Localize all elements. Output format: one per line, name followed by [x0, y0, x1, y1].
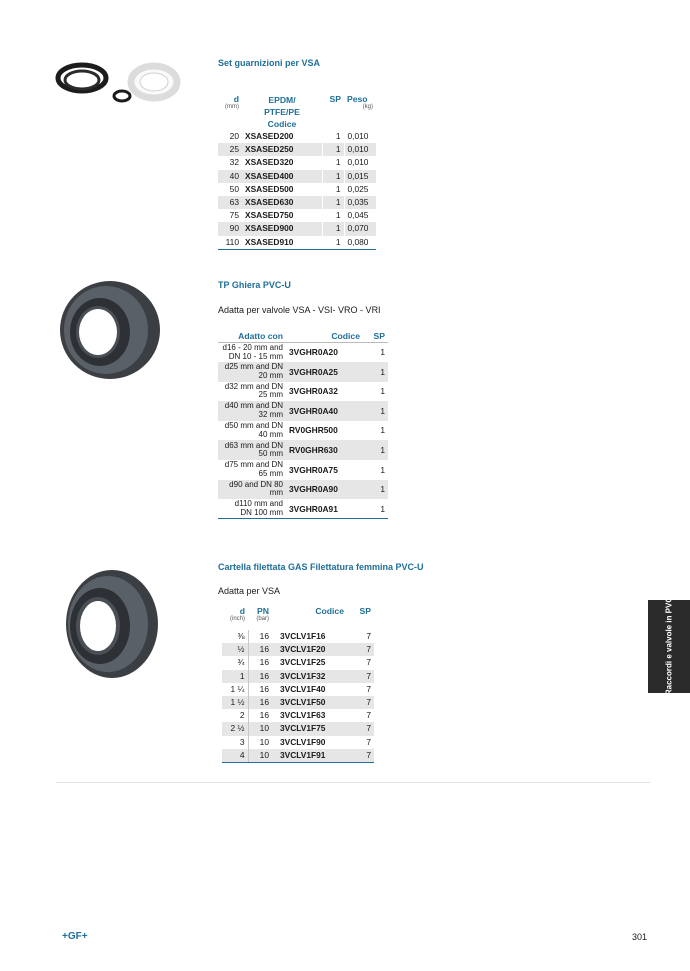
table-cell: 3VCLV1F20 [272, 643, 352, 656]
table-cell: 0,015 [344, 170, 376, 183]
table-cell: 3VGHR0A25 [286, 362, 366, 382]
table-cell: 1 [366, 401, 388, 421]
chapter-side-tab [648, 596, 690, 696]
table-cell: 3VCLV1F90 [280, 736, 326, 747]
table-cell: 10 [248, 722, 272, 735]
table-cell: XSASED630 [242, 196, 322, 209]
table-cell: 1 [322, 222, 344, 235]
table-cell: 16 [248, 683, 272, 696]
table-cell: d32 mm and DN 25 mm [224, 381, 283, 400]
table-cell: 7 [366, 631, 371, 641]
table-cell: d25 mm and DN 20 mm [218, 362, 286, 382]
table-row [218, 362, 388, 382]
table-cell: 20 [229, 131, 239, 141]
table-header [218, 94, 376, 130]
table-cell: 75 [229, 210, 239, 221]
table-cell: 1 [322, 236, 344, 250]
table-cell: RV0GHR500 [289, 425, 338, 436]
col-header-sp: SP [359, 606, 371, 616]
table-cell: d40 mm and DN 32 mm [218, 401, 286, 421]
table-cell: 7 [352, 749, 374, 763]
table-cell: 7 [366, 710, 371, 721]
table-cell: 3VCLV1F75 [272, 722, 352, 735]
table-cell: XSASED900 [242, 222, 322, 235]
table-cell: 1 ½ [222, 696, 248, 709]
table-cell: 7 [352, 722, 374, 735]
table-cell: 1 [322, 170, 344, 183]
table-row [218, 343, 388, 363]
table-cell: XSASED200 [245, 131, 294, 141]
table-row [218, 480, 388, 500]
table-cell: 50 [229, 183, 239, 194]
table-cell: d63 mm and DN 50 mm [218, 440, 286, 460]
table-cell: 16 [248, 709, 272, 722]
section-title-gasket-set: Set guarnizioni per VSA [218, 58, 321, 68]
table-cell: 0,045 [344, 209, 376, 222]
table-row [218, 421, 388, 441]
table-cell: 1 [322, 130, 344, 143]
brand-logo: +GF+ [62, 931, 88, 942]
table-cell: 16 [248, 696, 272, 709]
col-header-d: d (inch) [229, 606, 245, 622]
table-cell: d16 - 20 mm and DN 10 - 15 mm [222, 342, 283, 361]
table-cell: 0,010 [344, 130, 376, 143]
table-cell: 7 [352, 670, 374, 683]
gasket-set-table [218, 94, 376, 250]
table-row [218, 499, 388, 519]
table-row [218, 460, 388, 480]
table-cell: 2 ½ [222, 722, 248, 735]
table-row [218, 130, 376, 143]
table-cell: 0,025 [344, 183, 376, 196]
table-cell: 1 [366, 440, 388, 460]
table-cell: 63 [218, 196, 242, 209]
table-cell: 0,010 [344, 143, 376, 156]
section-divider [56, 782, 650, 783]
table-row [218, 236, 376, 250]
table-cell: 32 [229, 157, 239, 168]
table-cell: 3VCLV1F16 [280, 631, 326, 641]
table-cell: ⅜ [237, 631, 245, 641]
table-cell: 7 [366, 683, 371, 694]
threaded-end-table [222, 606, 374, 763]
table-row [218, 143, 376, 156]
section-title-union-nut: TP Ghiera PVC-U [218, 280, 291, 290]
table-row [222, 670, 374, 683]
table-cell: 3VGHR0A20 [289, 347, 338, 358]
table-row [222, 683, 374, 696]
col-header-sp: SP [366, 330, 388, 343]
table-cell: 3VCLV1F32 [272, 670, 352, 683]
col-header-pn: PN (bar) [256, 606, 269, 622]
table-cell: XSASED250 [242, 143, 322, 156]
table-cell: 1 ¼ [230, 683, 245, 694]
table-row [218, 222, 376, 235]
table-cell: 3VGHR0A91 [286, 499, 366, 519]
col-header-code: EPDM/ PTFE/PE Codice [264, 95, 300, 129]
table-row [222, 709, 374, 722]
table-row [218, 382, 388, 402]
table-cell: 7 [366, 657, 371, 668]
table-cell: 1 [366, 499, 388, 519]
table-cell: 4 [222, 749, 248, 763]
table-cell: 1 [380, 347, 385, 358]
table-row [222, 696, 374, 709]
table-cell: XSASED500 [245, 183, 294, 194]
col-header-d: d (mm) [225, 94, 239, 110]
section-subtitle-threaded-end: Adatta per VSA [218, 586, 281, 596]
table-cell: 1 [222, 670, 248, 683]
table-header [218, 330, 388, 343]
table-row [218, 440, 388, 460]
table-cell: 3VCLV1F91 [272, 749, 352, 763]
table-cell: 0,035 [344, 196, 376, 209]
table-cell: 16 [248, 656, 272, 669]
col-header-code: Codice [286, 330, 366, 343]
table-row [222, 722, 374, 735]
gasket-set-image [52, 58, 184, 110]
table-cell: XSASED750 [245, 210, 294, 221]
col-header-sp: SP [329, 94, 341, 104]
table-cell: XSASED910 [242, 236, 322, 250]
section-subtitle-union-nut: Adatta per valvole VSA - VSI- VRO - VRI [218, 305, 381, 315]
table-cell: XSASED320 [245, 157, 294, 168]
table-cell: 1 [380, 464, 385, 475]
col-header-code: Codice [315, 606, 344, 616]
table-cell: 10 [248, 736, 272, 749]
table-row [218, 156, 376, 169]
table-cell: d90 and DN 80 mm [218, 480, 286, 500]
threaded-end-image [56, 566, 162, 682]
table-row [218, 401, 388, 421]
table-cell: 16 [248, 630, 272, 643]
table-row [222, 643, 374, 656]
table-cell: 16 [248, 643, 272, 656]
table-cell: 1 [322, 183, 344, 196]
table-header [222, 606, 374, 630]
table-row [218, 183, 376, 196]
table-cell: 1 [380, 425, 385, 436]
table-row [222, 630, 374, 643]
table-cell: ½ [222, 643, 248, 656]
table-cell: 3VCLV1F50 [272, 696, 352, 709]
col-header-adapted: Adatto con [218, 330, 286, 343]
table-cell: 0,080 [344, 236, 376, 250]
table-cell: 0,070 [344, 222, 376, 235]
table-cell: 3VCLV1F25 [280, 657, 326, 668]
table-cell: 1 [366, 480, 388, 500]
table-cell: 1 [380, 386, 385, 397]
table-cell: 3VGHR0A40 [286, 401, 366, 421]
table-cell: 3VGHR0A75 [289, 464, 338, 475]
table-row [222, 656, 374, 669]
table-cell: XSASED400 [242, 170, 322, 183]
table-cell: 1 [366, 362, 388, 382]
table-cell: 2 [239, 710, 245, 721]
page-number: 301 [632, 932, 648, 942]
table-cell: 3VGHR0A90 [286, 480, 366, 500]
table-cell: 0,010 [344, 156, 376, 169]
union-nut-table [218, 330, 388, 519]
table-cell: 90 [218, 222, 242, 235]
table-cell: 3VCLV1F63 [280, 710, 326, 721]
table-cell: 3VCLV1F40 [280, 683, 326, 694]
col-header-weight: Peso (kg) [347, 94, 373, 110]
table-cell: 7 [366, 736, 371, 747]
table-cell: 3 [239, 736, 245, 747]
table-cell: 1 [322, 156, 344, 169]
union-nut-image [56, 276, 162, 382]
table-cell: 25 [218, 143, 242, 156]
table-cell: 16 [248, 670, 272, 683]
table-cell: d110 mm and DN 100 mm [218, 499, 286, 519]
table-cell: d50 mm and DN 40 mm [224, 421, 283, 439]
table-cell: d75 mm and DN 65 mm [224, 460, 283, 478]
section-title-threaded-end: Cartella filettata GAS Filettatura femmina PVC-U [218, 562, 424, 572]
table-cell: RV0GHR630 [286, 440, 366, 460]
table-cell: 1 [322, 196, 344, 209]
table-cell: ¾ [237, 657, 245, 668]
table-row [218, 170, 376, 183]
table-row [222, 749, 374, 763]
table-cell: 7 [352, 696, 374, 709]
table-cell: 7 [352, 643, 374, 656]
table-cell: 110 [218, 236, 242, 250]
table-cell: 40 [218, 170, 242, 183]
table-cell: 10 [248, 749, 272, 763]
table-cell: 3VGHR0A32 [289, 386, 338, 397]
table-row [218, 209, 376, 222]
table-row [218, 196, 376, 209]
table-row [222, 736, 374, 749]
table-cell: 1 [322, 209, 344, 222]
chapter-side-tab-label: Raccordi e valvole in PVC [664, 596, 674, 696]
table-cell: 1 [322, 143, 344, 156]
